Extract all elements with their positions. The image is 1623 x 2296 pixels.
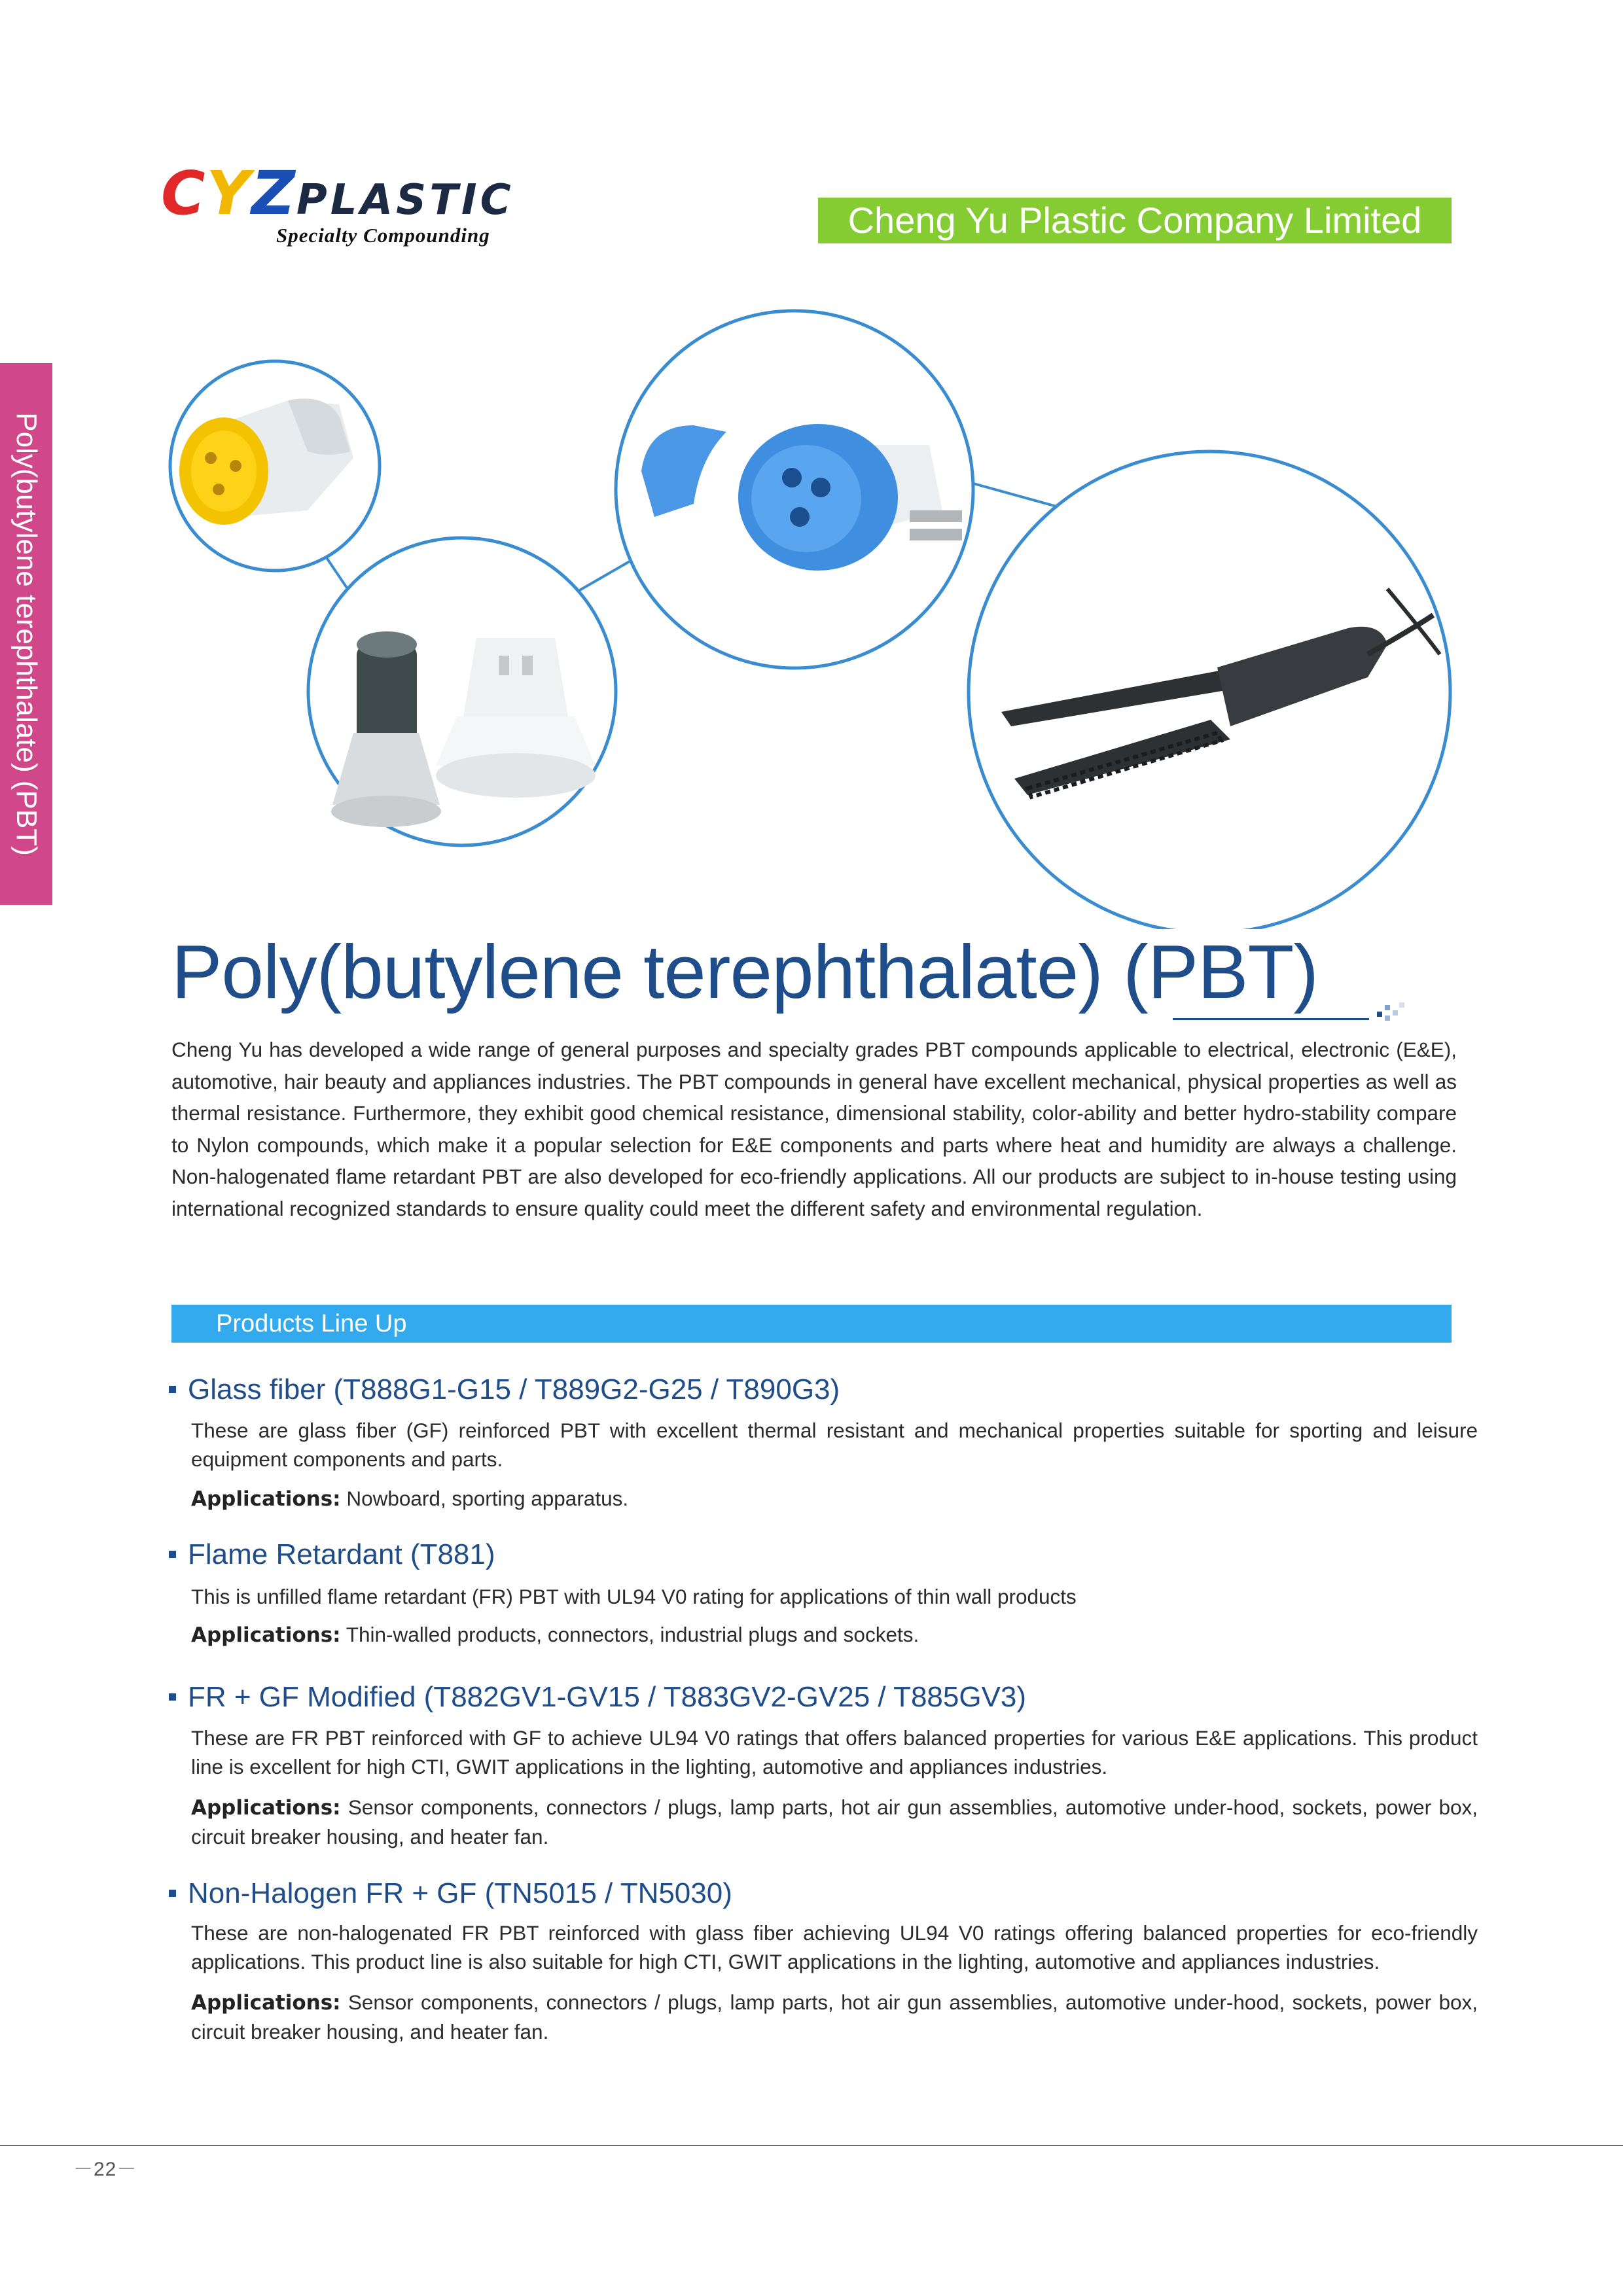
product-description: These are non-halogenated FR PBT reinforced with glass fiber achieving UL94 V0 ratings offering balanced properties for eco-friendly applications. This product line is also suitable for high CTI, GWIT applications in the lighting, automotive and appliances industries. [191,1921,1478,1973]
section-title: Products Line Up [216,1310,407,1337]
product-applications [191,1988,1478,2046]
logo-tagline: Specialty Compounding [276,224,490,247]
applications-label: Applications: [191,1796,341,1820]
applications-text: Sensor components, connectors / plugs, lamp parts, hot air gun assemblies, automotive under-hood, sockets, power box, circuit breaker housing, and heater fan. [191,1990,1478,2043]
applications-label: Applications: [191,1487,341,1511]
product-image-collage [0,0,1623,929]
product-description: This is unfilled flame retardant (FR) PBT with UL94 V0 rating for applications of thin wall products [191,1585,1077,1608]
bullet-icon [169,1551,176,1558]
title-decoration-dots [1373,991,1412,1023]
applications-label: Applications: [191,1623,341,1647]
product-applications [191,1793,1478,1851]
logo-letter-c: C [161,158,207,228]
footer-divider [0,2145,1623,2146]
product-description: These are FR PBT reinforced with GF to achieve UL94 V0 ratings that offers balanced properties for various E&E applications. This product line is excellent for high CTI, GWIT applications in the lighting, automotive and appliances industries. [191,1726,1478,1778]
company-name-banner: Cheng Yu Plastic Company Limited [818,198,1452,243]
bullet-icon [169,1693,176,1701]
logo-letter-y: Y [206,158,252,228]
product-applications [191,1620,1478,1650]
applications-text: Sensor components, connectors / plugs, lamp parts, hot air gun assemblies, automotive under-hood, sockets, power box, circuit breaker housing, and heater fan. [191,1795,1478,1848]
industrial-plug-image [170,361,380,571]
hair-iron-image [969,451,1450,929]
blue-socket-image [616,311,973,668]
bullet-icon [169,1386,176,1393]
logo-word-plastic: PLASTIC [296,176,514,224]
side-tab-label: Poly(butylene terephthalate) (PBT) [10,412,43,856]
title-underline [1173,1018,1369,1020]
product-title [169,1536,495,1573]
product-title [169,1679,1026,1716]
page-title: Poly(butylene terephthalate) (PBT) [171,929,1318,1014]
section-header-bar [171,1305,1452,1343]
product-title [169,1875,732,1912]
applications-text: Nowboard, sporting apparatus. [340,1487,629,1510]
product-title-text: Non-Halogen FR + GF (TN5015 / TN5030) [188,1877,732,1909]
page-number: －22－ [73,2159,137,2180]
logo-letter-z: Z [251,158,296,228]
applications-text: Thin-walled products, connectors, industrial plugs and sockets. [340,1623,919,1646]
product-title [169,1371,840,1408]
product-description: These are glass fiber (GF) reinforced PBT with excellent thermal resistant and mechanical properties suitable for sporting and leisure equipment components and parts. [191,1419,1478,1471]
product-title-text: Flame Retardant (T881) [188,1538,495,1570]
product-applications [191,1484,1478,1513]
product-title-text: FR + GF Modified (T882GV1-GV15 / T883GV2-GV25 / T885GV3) [188,1681,1027,1713]
product-title-text: Glass fiber (T888G1-G15 / T889G2-G25 / T890G3) [188,1373,840,1405]
lamp-holder-image [308,538,616,845]
intro-paragraph: Cheng Yu has developed a wide range of general purposes and specialty grades PBT compounds applicable to electrical, electronic (E&E), automotive, hair beauty and appliances industries. The PBT compounds in general have excellent mechanical, physical properties as well as thermal resistance. Furthermore, they exhibit good chemical resistance, dimensional stability, color-ability and better hydro-stability compare to Nylon compounds, which make it a popular selection for E&E components and parts where heat and humidity are always a challenge. Non-halogenated flame retardant PBT are also developed for eco-friendly applications. All our products are subject to in-house testing using international recognized standards to ensure quality could meet the different safety and environmental regulation. [171,1038,1457,1220]
applications-label: Applications: [191,1991,341,2015]
bullet-icon [169,1890,176,1897]
